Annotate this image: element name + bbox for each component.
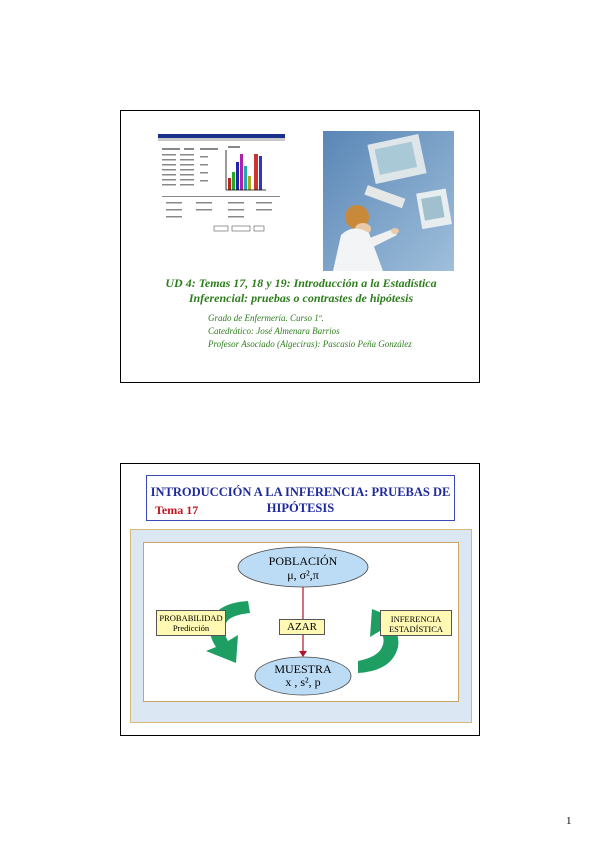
inference-label: INFERENCIA [390, 614, 442, 624]
sample-label: MUESTRA [274, 662, 332, 676]
population-label: POBLACIÓN [268, 554, 338, 568]
population-params: μ, σ²,π [287, 568, 319, 582]
software-screenshot-image [158, 134, 285, 242]
inference-diagram-frame [130, 529, 472, 723]
prediction-label: Predicción [172, 623, 210, 633]
slide-1 [120, 110, 480, 383]
slide-1-title-line-2: Inferencial: pruebas o contrastes de hipótesis [188, 291, 414, 305]
random-box: AZAR [279, 619, 325, 635]
slide-2 [120, 463, 480, 736]
slide-1-credits [208, 312, 412, 351]
nurse-computer-photo [323, 131, 454, 271]
associate-professor-line: Profesor Asociado (Algeciras): Pascasio Peña González [208, 339, 412, 349]
slide-2-title-line-2: HIPÓTESIS [266, 501, 335, 515]
slide-1-title-line-1: UD 4: Temas 17, 18 y 19: Introducción a la Estadística [165, 276, 437, 290]
slide-2-subtitle: Tema 17 [155, 503, 199, 517]
probability-label: PROBABILIDAD [159, 613, 223, 623]
slide-2-title-line-1: INTRODUCCIÓN A LA INFERENCIA: PRUEBAS DE [150, 485, 451, 499]
nurse-computer-graphic [323, 131, 454, 271]
software-screenshot-graphic [158, 134, 285, 242]
professor-line: Catedrático: José Almenara Barrios [208, 326, 340, 336]
slide-2-header [146, 475, 455, 521]
sample-text [255, 663, 351, 689]
inference-box [380, 610, 452, 636]
random-arrow-head-icon [299, 651, 307, 657]
probability-box [156, 610, 226, 636]
sample-stats: x , s², p [285, 675, 321, 689]
statistics-label: ESTADÍSTICA [388, 624, 444, 634]
slide-1-title [121, 276, 481, 306]
population-text [248, 554, 358, 582]
course-line: Grado de Enfermería. Curso 1º. [208, 313, 324, 323]
inference-diagram [143, 542, 459, 702]
page-number: 1 [566, 815, 572, 827]
